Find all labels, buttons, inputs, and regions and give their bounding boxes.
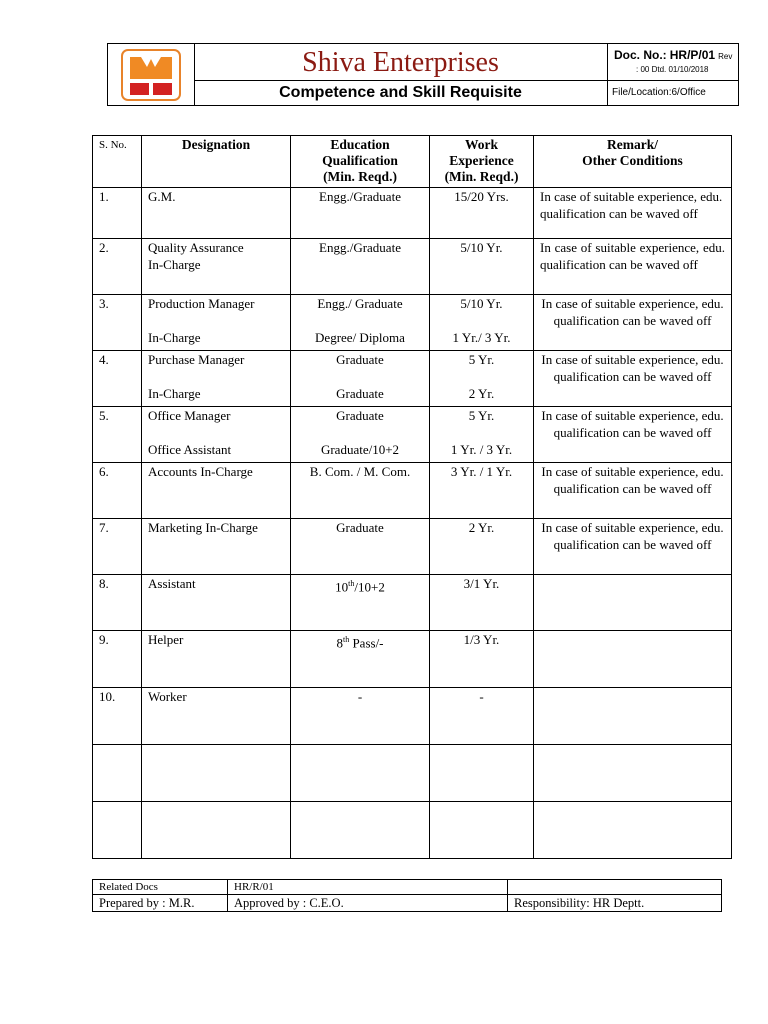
row-designation: Purchase Manager In-Charge xyxy=(142,351,291,407)
header-experience: Work Experience (Min. Reqd.) xyxy=(430,136,534,188)
row-education: Graduate xyxy=(291,519,430,575)
empty-row xyxy=(93,802,732,859)
row-education: Graduate Graduate/10+2 xyxy=(291,407,430,463)
row-experience: 3/1 Yr. xyxy=(430,575,534,631)
row-sno: 9. xyxy=(93,631,142,688)
row-sno: 6. xyxy=(93,463,142,519)
row-sno: 1. xyxy=(93,188,142,239)
file-location-cell xyxy=(608,81,738,105)
empty-row xyxy=(93,745,732,802)
header-sno: S. No. xyxy=(93,136,142,188)
doc-number: HR/P/01 xyxy=(669,48,716,62)
table-row xyxy=(93,519,732,575)
table-row xyxy=(93,631,732,688)
row-remark: In case of suitable experience, edu. qualification can be waved off xyxy=(534,519,732,575)
row-remark xyxy=(534,575,732,631)
row-remark: In case of suitable experience, edu. qualification can be waved off xyxy=(534,239,732,295)
row-sno: 5. xyxy=(93,407,142,463)
row-designation: G.M. xyxy=(142,188,291,239)
document-subtitle: Competence and Skill Requisite xyxy=(279,84,522,101)
row-remark: In case of suitable experience, edu. qualification can be waved off xyxy=(534,295,732,351)
row-experience: 5 Yr. 2 Yr. xyxy=(430,351,534,407)
table-row xyxy=(93,407,732,463)
table-row xyxy=(93,188,732,239)
related-docs-label: Related Docs xyxy=(93,880,228,895)
approved-by: Approved by : C.E.O. xyxy=(228,895,508,912)
document-subtitle-cell xyxy=(194,81,608,105)
row-education: Engg./Graduate xyxy=(291,239,430,295)
row-remark: In case of suitable experience, edu. qualification can be waved off xyxy=(534,407,732,463)
row-experience: 15/20 Yrs. xyxy=(430,188,534,239)
table-row xyxy=(93,351,732,407)
row-sno: 10. xyxy=(93,688,142,745)
doc-number-cell xyxy=(608,44,738,81)
row-education: Graduate Graduate xyxy=(291,351,430,407)
row-designation: Helper xyxy=(142,631,291,688)
row-sno: 3. xyxy=(93,295,142,351)
row-experience: 3 Yr. / 1 Yr. xyxy=(430,463,534,519)
row-designation: Office Manager Office Assistant xyxy=(142,407,291,463)
row-sno: 2. xyxy=(93,239,142,295)
row-designation: Marketing In-Charge xyxy=(142,519,291,575)
table-row xyxy=(93,463,732,519)
row-education: 10th/10+2 xyxy=(291,575,430,631)
company-name: Shiva Enterprises xyxy=(302,47,499,78)
table-row xyxy=(93,688,732,745)
header-designation: Designation xyxy=(142,136,291,188)
row-education: B. Com. / M. Com. xyxy=(291,463,430,519)
doc-number-label: Doc. No.: xyxy=(614,48,667,62)
row-experience: 5 Yr. 1 Yr. / 3 Yr. xyxy=(430,407,534,463)
row-designation: Production Manager In-Charge xyxy=(142,295,291,351)
row-education: 8th Pass/- xyxy=(291,631,430,688)
row-experience: - xyxy=(430,688,534,745)
table-row xyxy=(93,239,732,295)
revision-date: : 00 Dtd. 01/10/2018 xyxy=(636,65,709,74)
row-remark: In case of suitable experience, edu. qualification can be waved off xyxy=(534,463,732,519)
header-remark: Remark/ Other Conditions xyxy=(534,136,732,188)
row-sno: 8. xyxy=(93,575,142,631)
row-remark xyxy=(534,688,732,745)
row-designation: Accounts In-Charge xyxy=(142,463,291,519)
row-remark: In case of suitable experience, edu. qualification can be waved off xyxy=(534,351,732,407)
row-education: Engg./ Graduate Degree/ Diploma xyxy=(291,295,430,351)
row-sno: 7. xyxy=(93,519,142,575)
row-experience: 5/10 Yr. 1 Yr./ 3 Yr. xyxy=(430,295,534,351)
row-experience: 2 Yr. xyxy=(430,519,534,575)
file-location: File/Location:6/Office xyxy=(612,87,706,98)
table-header-row xyxy=(93,136,732,188)
competence-table xyxy=(92,135,732,859)
related-docs-value: HR/R/01 xyxy=(228,880,508,895)
logo-cell xyxy=(108,44,195,105)
document-header xyxy=(107,43,739,106)
row-experience: 5/10 Yr. xyxy=(430,239,534,295)
row-designation: Quality Assurance In-Charge xyxy=(142,239,291,295)
company-title-cell xyxy=(194,44,608,81)
prepared-by: Prepared by : M.R. xyxy=(93,895,228,912)
footer-table xyxy=(92,879,722,912)
row-experience: 1/3 Yr. xyxy=(430,631,534,688)
row-designation: Assistant xyxy=(142,575,291,631)
row-designation: Worker xyxy=(142,688,291,745)
row-education: Engg./Graduate xyxy=(291,188,430,239)
table-row xyxy=(93,575,732,631)
company-logo-icon xyxy=(121,49,181,101)
rev-label: Rev xyxy=(718,52,733,61)
row-education: - xyxy=(291,688,430,745)
row-remark xyxy=(534,631,732,688)
table-row xyxy=(93,295,732,351)
header-education: Education Qualification (Min. Reqd.) xyxy=(291,136,430,188)
row-remark: In case of suitable experience, edu. qualification can be waved off xyxy=(534,188,732,239)
responsibility: Responsibility: HR Deptt. xyxy=(508,895,722,912)
row-sno: 4. xyxy=(93,351,142,407)
